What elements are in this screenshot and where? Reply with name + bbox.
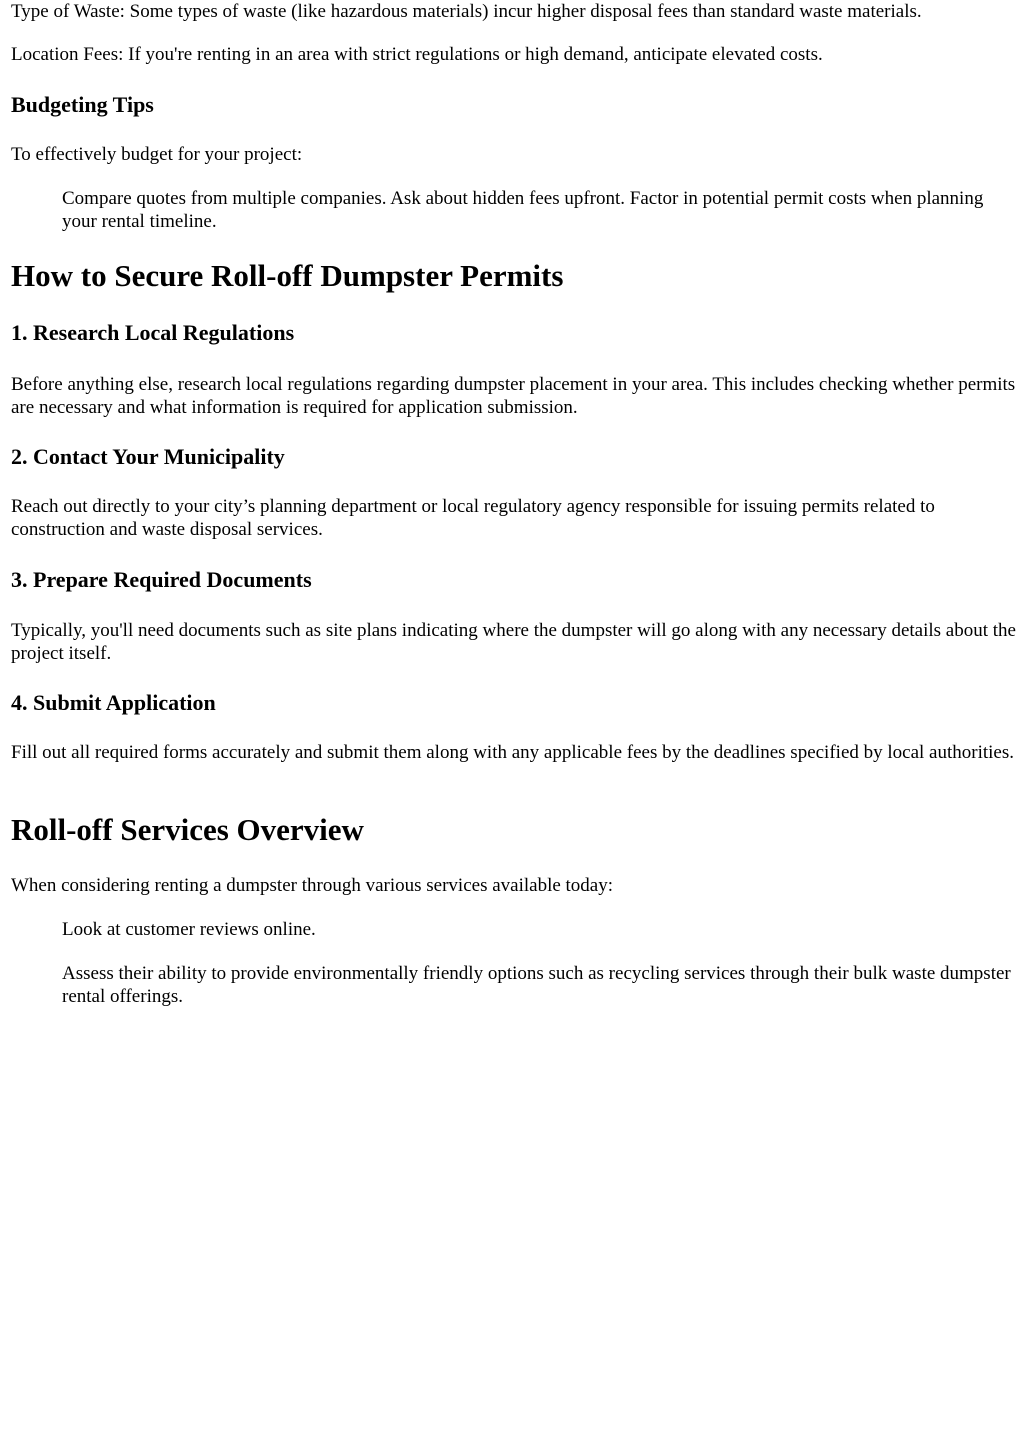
permits-heading: How to Secure Roll-off Dumpster Permits: [11, 258, 564, 293]
step-contact-text: Reach out directly to your city’s planning department or local regulatory agency responsible for issuing permits related to construction and waste disposal services.: [11, 496, 935, 540]
budgeting-intro: To effectively budget for your project:: [11, 144, 303, 165]
step-contact-heading: 2. Contact Your Municipality: [11, 444, 285, 469]
services-item-eco: Assess their ability to provide environmentally friendly options such as recycling services through their bulk waste dumpster rental offerings.: [62, 963, 1011, 1007]
waste-type-paragraph: Type of Waste: Some types of waste (like hazardous materials) incur higher disposal fees than standard waste materials.: [11, 1, 922, 22]
step-research-text: Before anything else, research local regulations regarding dumpster placement in your area. This includes checking whether permits are necessary and what information is required for application submission.: [11, 374, 1016, 418]
services-intro: When considering renting a dumpster through various services available today:: [11, 875, 614, 896]
budgeting-tips-list: Compare quotes from multiple companies. Ask about hidden fees upfront. Factor in potential permit costs when planning your rental timeline.: [62, 188, 984, 232]
budgeting-tips-heading: Budgeting Tips: [11, 92, 154, 117]
step-submit-text: Fill out all required forms accurately and submit them along with any applicable fees by the deadlines specified by local authorities.: [11, 742, 1015, 763]
step-submit-heading: 4. Submit Application: [11, 690, 216, 715]
location-fees-paragraph: Location Fees: If you're renting in an area with strict regulations or high demand, anticipate elevated costs.: [11, 44, 823, 65]
services-heading: Roll-off Services Overview: [11, 812, 364, 847]
step-research-heading: 1. Research Local Regulations: [11, 320, 295, 345]
step-documents-text: Typically, you'll need documents such as site plans indicating where the dumpster will go along with any necessary details about the project itself.: [11, 620, 1016, 664]
step-documents-heading: 3. Prepare Required Documents: [11, 567, 312, 592]
services-item-reviews: Look at customer reviews online.: [62, 919, 316, 940]
